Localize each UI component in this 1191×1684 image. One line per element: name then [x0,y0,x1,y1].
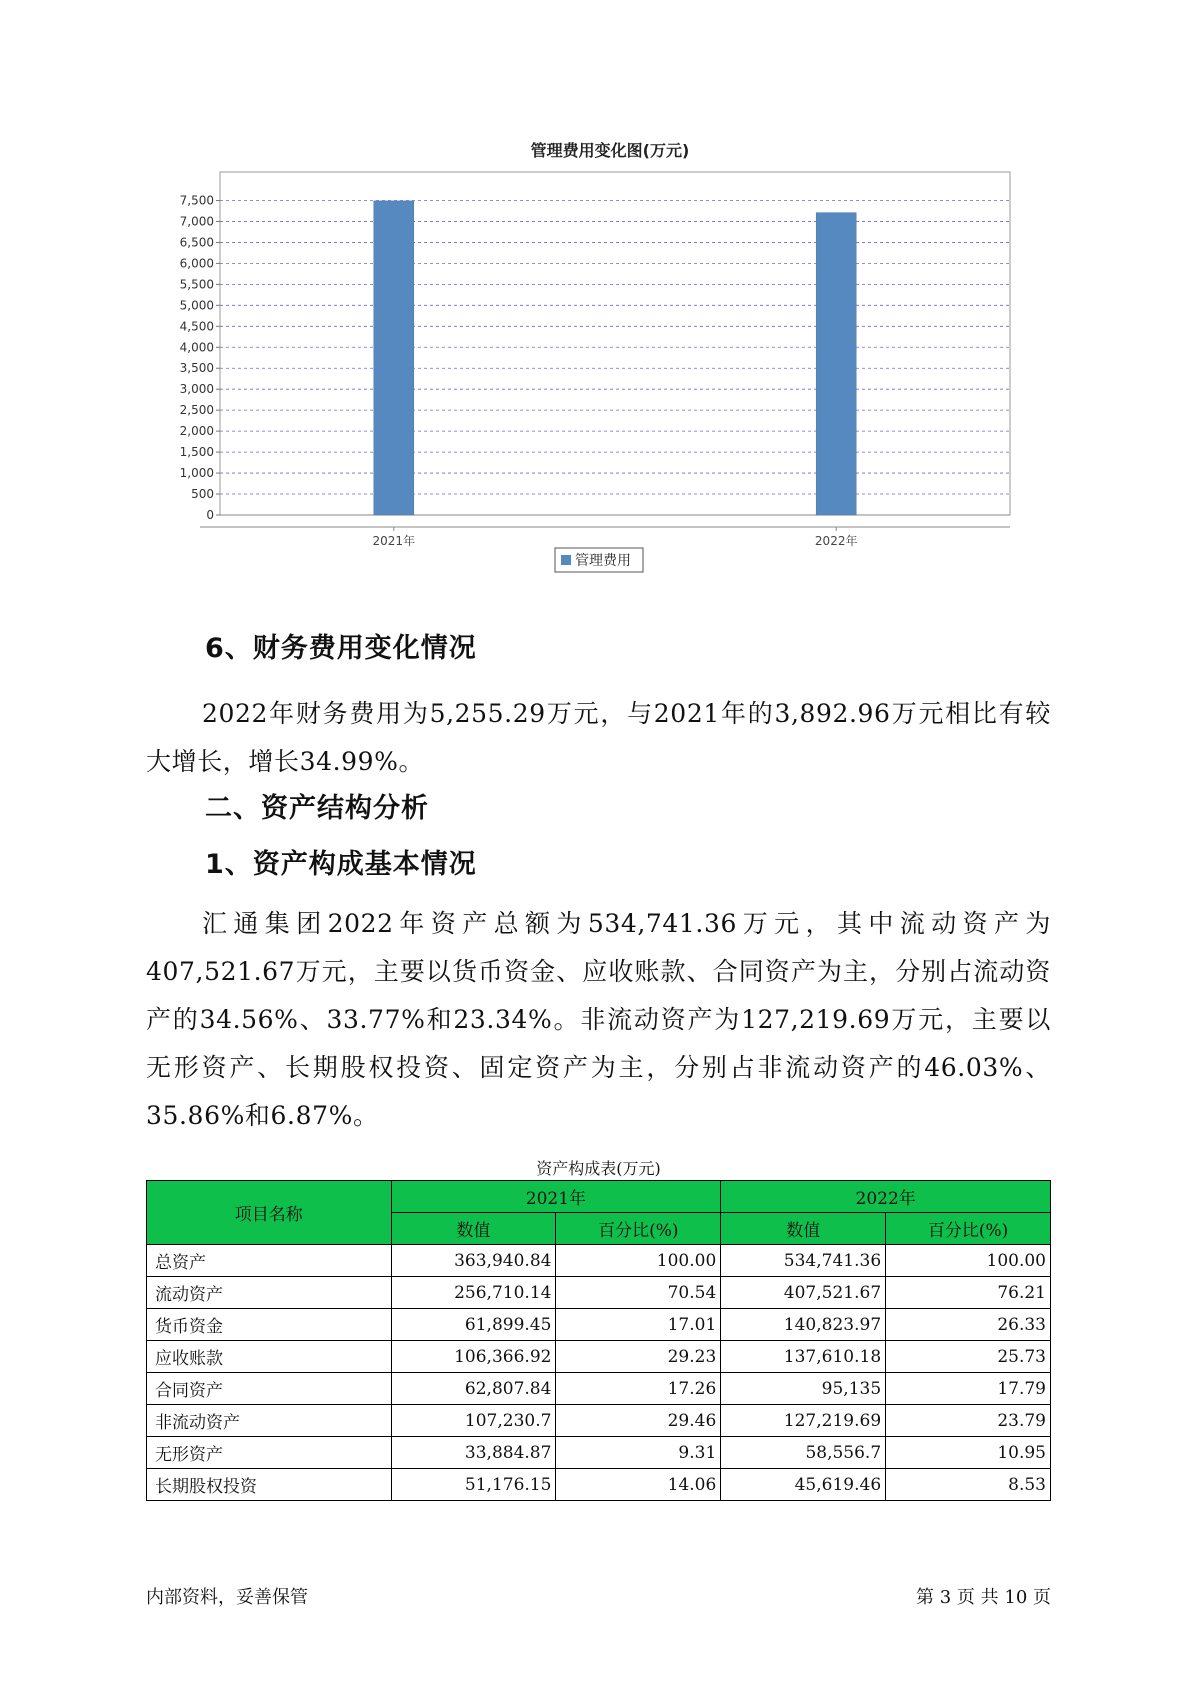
row-value-2021: 256,710.14 [391,1277,556,1309]
row-name: 总资产 [147,1245,392,1277]
header-pct-2022: 百分比(%) [886,1213,1051,1245]
asset-composition-table [146,1180,1051,1501]
row-value-2021: 61,899.45 [391,1309,556,1341]
row-value-2022: 127,219.69 [721,1405,886,1437]
y-axis-ticks [180,193,1010,527]
table-row [147,1245,1051,1277]
row-value-2022: 137,610.18 [721,1341,886,1373]
section-heading-finance-expense: 6、财务费用变化情况 [205,633,477,664]
section-heading-asset-composition: 1、资产构成基本情况 [205,849,477,880]
header-pct-2021: 百分比(%) [556,1213,721,1245]
y-tick-label: 6,500 [179,235,214,250]
y-tick-label: 6,000 [179,256,214,271]
y-tick-label: 1,000 [179,466,214,481]
row-value-2021: 33,884.87 [391,1437,556,1469]
row-value-2021: 51,176.15 [391,1469,556,1501]
row-value-2022: 45,619.46 [721,1469,886,1501]
header-value-2022: 数值 [721,1213,886,1245]
row-value-2021: 62,807.84 [391,1373,556,1405]
y-tick-label: 1,500 [179,445,214,460]
y-tick-label: 3,000 [179,382,214,397]
table-row [147,1405,1051,1437]
y-tick-label: 500 [191,487,214,502]
row-pct-2021: 29.46 [556,1405,721,1437]
row-name: 无形资产 [147,1437,392,1469]
header-item-name: 项目名称 [147,1181,392,1245]
y-tick-label: 2,500 [179,403,214,418]
plot-border [220,172,1010,515]
row-pct-2022: 26.33 [886,1309,1051,1341]
row-value-2021: 363,940.84 [391,1245,556,1277]
y-tick-label: 4,500 [179,319,214,334]
asset-composition-paragraph: 汇通集团2022年资产总额为534,741.36万元，其中流动资产为407,521.67万元，主要以货币资金、应收账款、合同资产为主，分别占流动资产的34.56%、33.77%和23.34%。非流动资产为127,219.69万元，主要以无形资产、长期股权投资、固定资产为主，分别占非流动资产的46.03%、35.86%和6.87%。 [146,909,1051,1130]
table-row [147,1437,1051,1469]
y-tick-label: 3,500 [179,361,214,376]
row-pct-2021: 70.54 [556,1277,721,1309]
header-year-2022: 2022年 [721,1181,1051,1213]
chart-legend [555,548,643,572]
row-name: 长期股权投资 [147,1469,392,1501]
row-name: 流动资产 [147,1277,392,1309]
row-value-2022: 407,521.67 [721,1277,886,1309]
row-name: 应收账款 [147,1341,392,1373]
table-caption: 资产构成表(万元) [536,1159,661,1178]
row-name: 货币资金 [147,1309,392,1341]
row-pct-2021: 9.31 [556,1437,721,1469]
chart-bars [374,201,856,515]
row-pct-2022: 76.21 [886,1277,1051,1309]
row-name: 非流动资产 [147,1405,392,1437]
row-name: 合同资产 [147,1373,392,1405]
y-tick-label: 4,000 [179,340,214,355]
footer-confidential-note: 内部资料，妥善保管 [146,1587,308,1608]
row-pct-2022: 25.73 [886,1341,1051,1373]
row-value-2021: 106,366.92 [391,1341,556,1373]
table-row [147,1373,1051,1405]
header-value-2021: 数值 [391,1213,556,1245]
table-row [147,1469,1051,1501]
bar-2022年 [816,213,856,515]
x-axis-labels [373,527,858,548]
table-row [147,1309,1051,1341]
legend-swatch [561,555,571,565]
row-value-2022: 95,135 [721,1373,886,1405]
y-tick-label: 5,000 [179,298,214,313]
row-pct-2022: 23.79 [886,1405,1051,1437]
row-value-2021: 107,230.7 [391,1405,556,1437]
x-tick-label: 2022年 [814,534,858,548]
y-tick-label: 7,500 [179,193,214,208]
y-tick-label: 0 [206,508,214,522]
section-heading-asset-structure: 二、资产结构分析 [205,793,429,824]
row-pct-2021: 100.00 [556,1245,721,1277]
table-row [147,1341,1051,1373]
legend-label: 管理费用 [575,553,631,569]
row-pct-2022: 100.00 [886,1245,1051,1277]
x-tick-label: 2021年 [372,534,416,548]
chart-grid [220,172,1010,515]
row-pct-2022: 8.53 [886,1469,1051,1501]
y-tick-label: 7,000 [179,214,214,229]
footer-page-number: 第 3 页 共 10 页 [916,1587,1051,1608]
row-pct-2021: 14.06 [556,1469,721,1501]
row-pct-2022: 17.79 [886,1373,1051,1405]
finance-expense-paragraph: 2022年财务费用为5,255.29万元，与2021年的3,892.96万元相比有较大增长，增长34.99%。 [146,699,1051,776]
row-pct-2022: 10.95 [886,1437,1051,1469]
header-year-2021: 2021年 [391,1181,721,1213]
row-value-2022: 140,823.97 [721,1309,886,1341]
row-value-2022: 534,741.36 [721,1245,886,1277]
row-pct-2021: 29.23 [556,1341,721,1373]
row-pct-2021: 17.01 [556,1309,721,1341]
row-pct-2021: 17.26 [556,1373,721,1405]
y-tick-label: 5,500 [179,277,214,292]
chart-title: 管理费用变化图(万元) [530,141,690,160]
management-expense-chart [150,130,1040,590]
row-value-2022: 58,556.7 [721,1437,886,1469]
bar-2021年 [374,201,414,515]
y-tick-label: 2,000 [179,424,214,439]
table-row [147,1277,1051,1309]
